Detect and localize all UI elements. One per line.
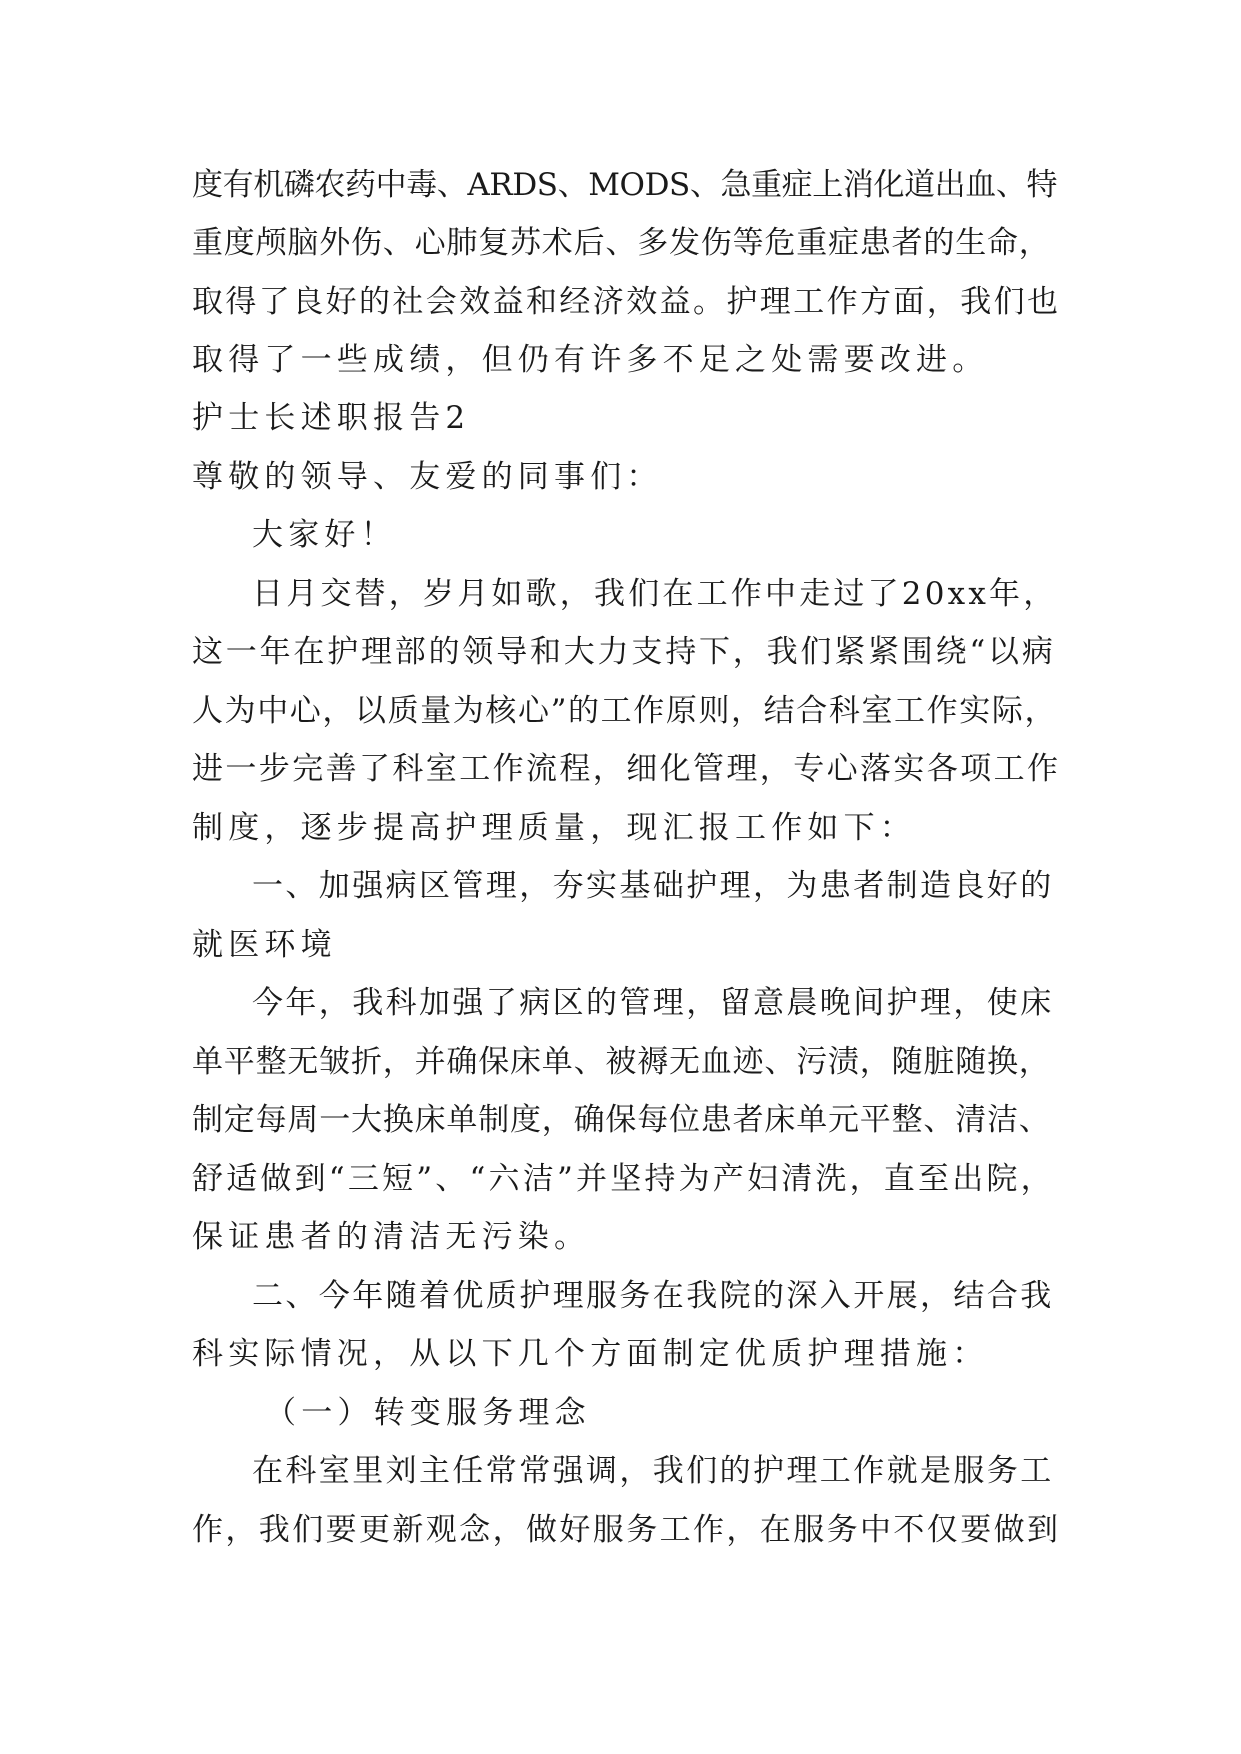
body-line-4: 取得了一些成绩，但仍有许多不足之处需要改进。 — [192, 342, 989, 378]
body-line-15: 今年，我科加强了病区的管理，留意晨晚间护理，使床 — [252, 985, 1054, 1021]
body-line-1: 度有机磷农药中毒、ARDS、MODS、急重症上消化道出血、特 — [192, 167, 1058, 203]
body-line-9: 这一年在护理部的领导和大力支持下，我们紧紧围绕“以病 — [192, 634, 1056, 670]
section-heading: 护士长述职报告2 — [192, 400, 471, 436]
body-line-2: 重度颅脑外伤、心肺复苏术后、多发伤等危重症患者的生命， — [192, 225, 1051, 261]
body-line-24: 作，我们要更新观念，做好服务工作，在服务中不仅要做到 — [192, 1512, 1061, 1548]
body-line-12: 制度，逐步提高护理质量，现汇报工作如下： — [192, 810, 916, 846]
body-line-16: 单平整无皱折，并确保床单、被褥无血迹、污渍，随脏随换， — [192, 1044, 1051, 1080]
body-line-11: 进一步完善了科室工作流程，细化管理，专心落实各项工作 — [192, 751, 1061, 787]
body-line-10: 人为中心，以质量为核心”的工作原则，结合科室工作实际， — [192, 693, 1058, 729]
subheading-1-cont: 就医环境 — [192, 927, 337, 963]
body-line-8: 日月交替，岁月如歌，我们在工作中走过了20xx年， — [252, 576, 1058, 612]
body-line-19: 保证患者的清洁无污染。 — [192, 1219, 591, 1255]
subheading-2-cont: 科实际情况，从以下几个方面制定优质护理措施： — [192, 1336, 989, 1372]
salutation: 尊敬的领导、友爱的同事们： — [192, 459, 663, 495]
body-line-23: 在科室里刘主任常常强调，我们的护理工作就是服务工 — [252, 1453, 1054, 1489]
body-line-17: 制定每周一大换床单制度，确保每位患者床单元平整、清洁、 — [192, 1102, 1051, 1138]
subheading-2-1: （一）转变服务理念 — [265, 1395, 591, 1431]
greeting: 大家好！ — [252, 517, 397, 553]
body-line-18: 舒适做到“三短”、“六洁”并坚持为产妇清洗，直至出院， — [192, 1161, 1055, 1197]
subheading-1: 一、加强病区管理，夯实基础护理，为患者制造良好的 — [252, 868, 1054, 904]
subheading-2: 二、今年随着优质护理服务在我院的深入开展，结合我 — [252, 1278, 1054, 1314]
body-line-3: 取得了良好的社会效益和经济效益。护理工作方面，我们也 — [192, 284, 1061, 320]
